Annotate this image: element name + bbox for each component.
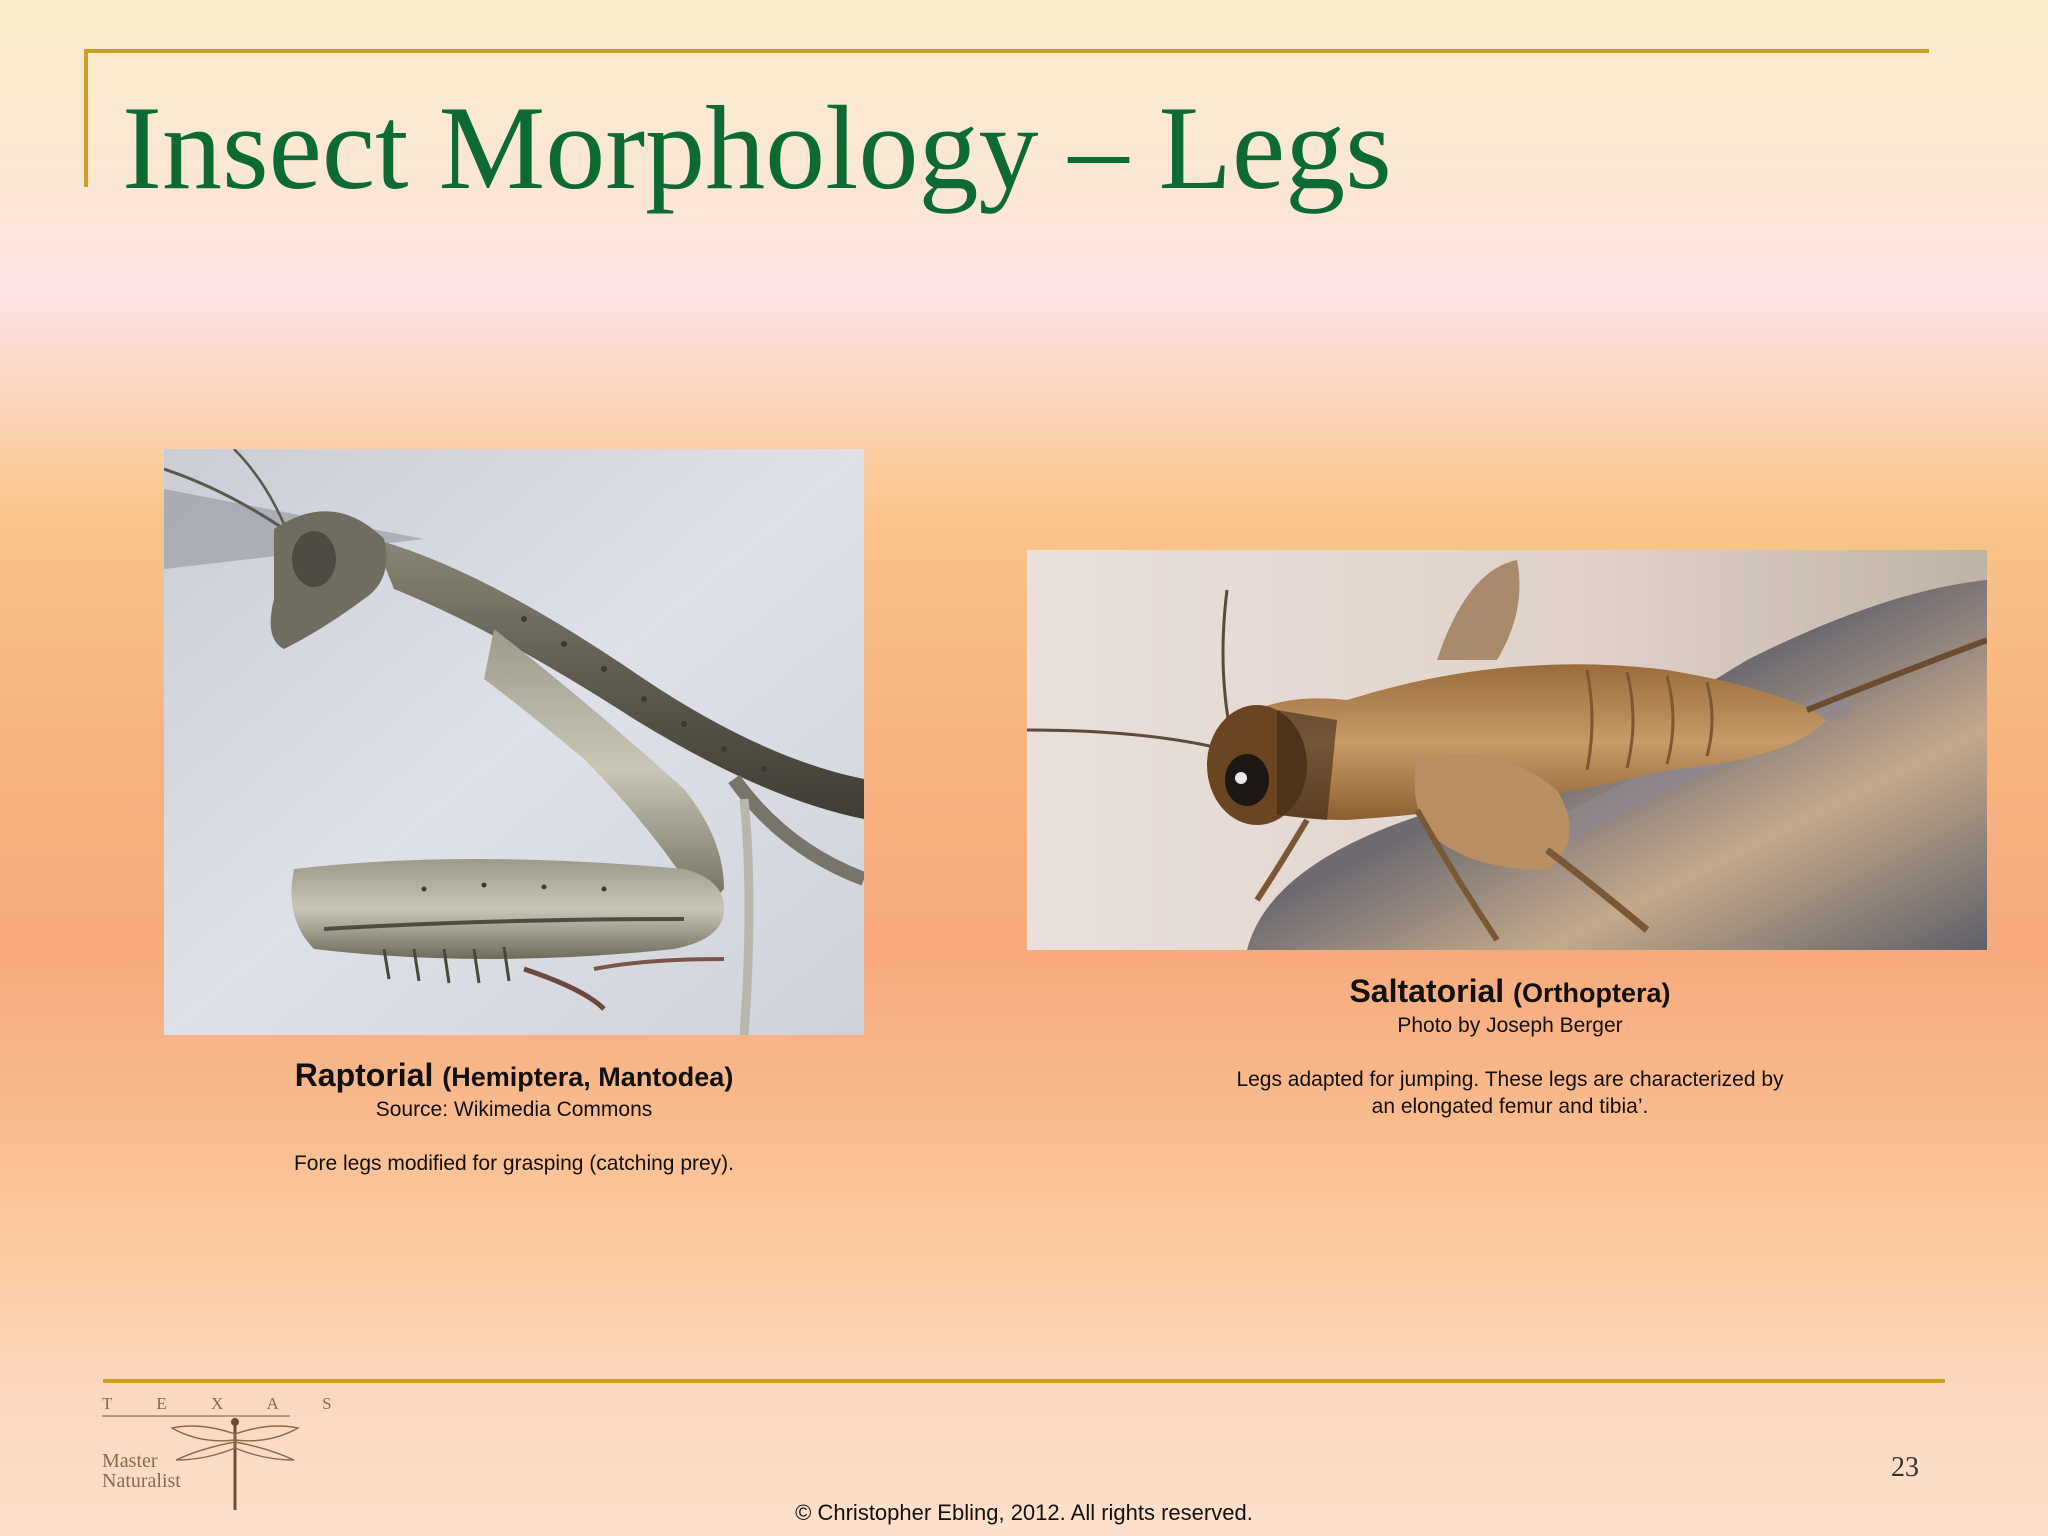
raptorial-name: Raptorial bbox=[294, 1057, 434, 1093]
logo-master-text: Master bbox=[102, 1450, 158, 1472]
footer-rule bbox=[103, 1379, 1945, 1383]
saltatorial-description-line2: an elongated femur and tibia’. bbox=[1371, 1095, 1649, 1118]
saltatorial-description-line1: Legs adapted for jumping. These legs are characterized by bbox=[1236, 1068, 1784, 1091]
raptorial-source: Source: Wikimedia Commons bbox=[375, 1098, 653, 1121]
texas-master-naturalist-logo bbox=[100, 1394, 352, 1512]
logo-texas-text: T E X A S bbox=[102, 1394, 352, 1413]
raptorial-description: Fore legs modified for grasping (catching prey). bbox=[293, 1152, 735, 1175]
saltatorial-orders: (Orthoptera) bbox=[1513, 978, 1671, 1008]
mantis-photo bbox=[164, 449, 864, 1035]
slide-title: Insect Morphology – Legs bbox=[122, 81, 1392, 214]
page-number: 23 bbox=[1891, 1452, 1919, 1483]
saltatorial-name: Saltatorial bbox=[1349, 973, 1505, 1009]
saltatorial-heading bbox=[1130, 972, 1890, 1012]
left-frame-rule bbox=[84, 49, 88, 187]
raptorial-caption bbox=[214, 1056, 814, 1177]
copyright-notice: © Christopher Ebling, 2012. All rights reserved. bbox=[795, 1500, 1253, 1525]
logo-naturalist-text: Naturalist bbox=[102, 1470, 181, 1492]
saltatorial-caption bbox=[1130, 972, 1890, 1120]
top-frame-rule bbox=[84, 49, 1929, 53]
cricket-photo bbox=[1027, 550, 1987, 950]
saltatorial-source: Photo by Joseph Berger bbox=[1397, 1014, 1623, 1037]
raptorial-orders: (Hemiptera, Mantodea) bbox=[442, 1062, 734, 1092]
dragonfly-icon bbox=[170, 1414, 300, 1512]
raptorial-heading bbox=[214, 1056, 814, 1096]
